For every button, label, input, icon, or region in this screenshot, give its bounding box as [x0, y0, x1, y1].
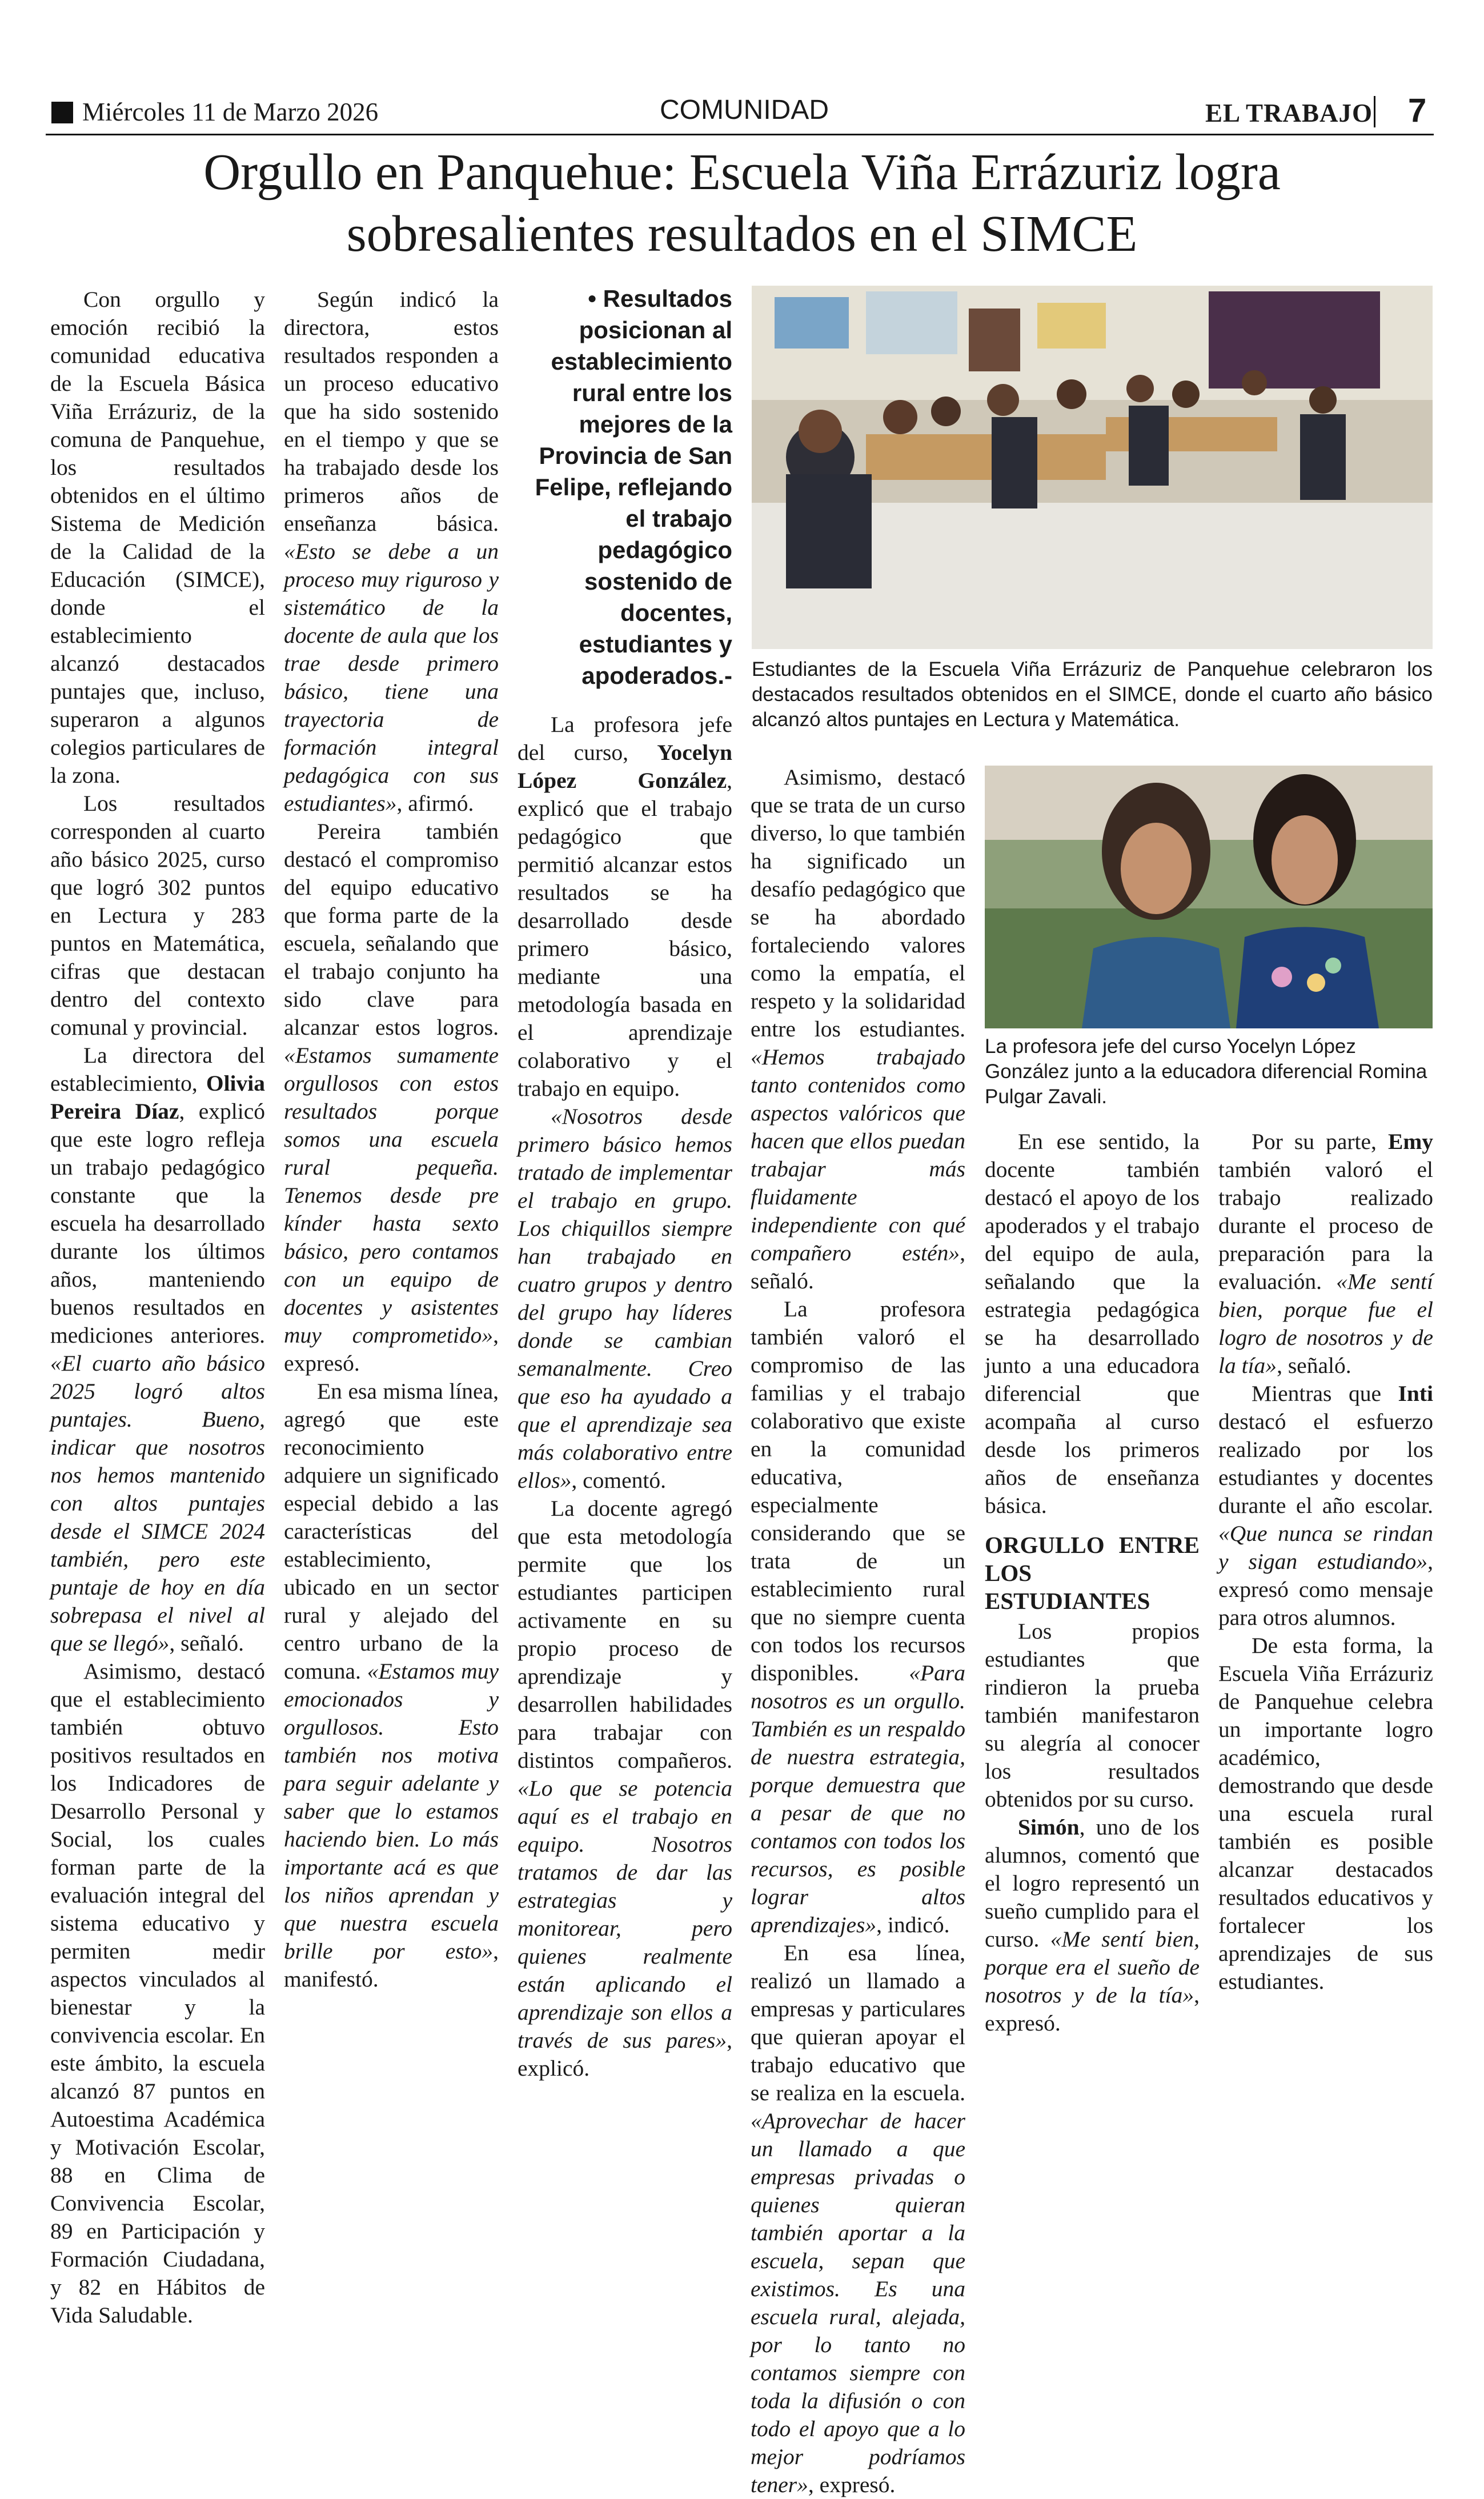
person-name: Emy	[1388, 1129, 1433, 1154]
header-newspaper-name: EL TRABAJO	[1205, 99, 1373, 127]
text-run: La directora del establecimiento,	[50, 1043, 265, 1096]
quote: «Nosotros desde primero básico hemos tratado de implementar el trabajo en grupo. Los chiquillos siempre han trabajado en cuatro grupos y dentro del grupo hay líderes donde se cambian semanalmente. Creo que eso ha ayudado a que el aprendizaje sea más colaborativo entre ellos»	[518, 1104, 732, 1493]
text-run: En esa línea, realizó un llamado a empresas y particulares que quieran apoyar el trabajo educativo que se realiza en la escuela.	[751, 1940, 965, 2105]
paragraph	[518, 1495, 732, 2082]
text-run: , expresó.	[284, 1323, 499, 1376]
paragraph	[1218, 1380, 1433, 1632]
paragraph	[751, 763, 965, 1295]
paragraph: Los propios estudiantes que rindieron la prueba también manifestaron su alegría al conocer los resultados obtenidos por su curso.	[985, 1619, 1200, 1812]
text-run: Según indicó la directora, estos resultados responden a un proceso educativo que ha sido sostenido en el tiempo y que se ha trabajado desde los primeros años de enseñanza básica.	[284, 287, 499, 536]
text-run: , afirmó.	[396, 791, 474, 816]
quote: «Aprovechar de hacer un llamado a que empresas privadas o quienes quieran también aportar a la escuela, sepan que existimos. Es una escuela rural, alejada, por lo tanto no contamos siempre con toda la difusión o con todo el apoyo que a lo mejor podríamos tener»	[751, 2108, 965, 2497]
text-run: destacó el esfuerzo realizado por los estudiantes y docentes durante el año escolar.	[1218, 1409, 1433, 1518]
person-name: Simón	[1018, 1815, 1080, 1840]
text-run: , manifestó.	[284, 1939, 499, 1992]
quote: «Que nunca se rindan y sigan estudiando»	[1218, 1521, 1433, 1574]
classroom-photo	[752, 286, 1433, 649]
paragraph	[985, 1813, 1200, 2037]
paragraph: Asimismo, destacó que el establecimiento también obtuvo positivos resultados en los Indicadores de Desarrollo Personal y Social, los cuales forman parte de la evaluación integral del sistema educativo y permiten medir aspectos vinculados al bienestar y la convivencia escolar. En este ámbito, la escuela alcanzó 87 puntos en Autoestima Académica y Motivación Escolar, 88 en Clima de Convivencia Escolar, 89 en Participación y Formación Ciudadana, y 82 en Hábitos de Vida Saludable.	[50, 1659, 265, 2328]
header-page-number: 7	[1408, 92, 1427, 129]
text-run: , expresó.	[808, 2472, 896, 2497]
paragraph	[284, 1377, 499, 1993]
text-run: Mientras que	[1252, 1381, 1398, 1406]
text-run: , explicó que el trabajo pedagógico que permitió alcanzar estos resultados se ha desarrollado desde primero básico, mediante una metodología basada en el aprendizaje colaborativo y el trabajo en equipo.	[518, 768, 732, 1101]
subtitle-deck: • Resultados posicionan al establecimiento rural entre los mejores de la Provincia de San Felipe, reflejando el trabajo pedagógico sostenido de docentes, estudiantes y apoderados.-	[535, 285, 732, 689]
quote: «Esto se debe a un proceso muy riguroso y sistemático de la docente de aula que los trae desde primero básico, tiene una trayectoria de formación integral pedagógica con sus estudiantes»	[284, 539, 499, 816]
text-run: La profesora jefe del curso,	[518, 712, 732, 765]
classroom-photo-caption: Estudiantes de la Escuela Viña Errázuriz de Panquehue celebraron los destacados resultados obtenidos en el SIMCE, donde el cuarto año básico alcanzó altos puntajes en Lectura y Matemática.	[752, 658, 1433, 731]
person-name: Yocelyn López González	[518, 740, 732, 793]
text-run: , indicó.	[876, 1912, 950, 1937]
headline-line-1: Orgullo en Panquehue: Escuela Viña Errázuriz logra	[203, 144, 1281, 201]
header-date: Miércoles 11 de Marzo 2026	[82, 98, 379, 126]
text-run: , señaló.	[751, 1240, 965, 1293]
text-run: , uno de los alumnos, comentó que el logro representó un sueño cumplido para el curso.	[985, 1815, 1200, 1952]
article-column-4-text	[751, 763, 965, 2497]
paragraph	[751, 1295, 965, 1939]
text-run: En esa misma línea, agregó que este reconocimiento adquiere un significado especial debido a las características del establecimiento, ubicado en un sector rural y alejado del centro urbano de la comuna.	[284, 1379, 499, 1684]
text-run: también valoró el trabajo realizado durante el proceso de preparación para la evaluación.	[1218, 1157, 1433, 1294]
person-name: Inti	[1398, 1381, 1433, 1406]
teachers-photo	[985, 766, 1433, 1028]
paragraph: Con orgullo y emoción recibió la comunidad educativa de la Escuela Básica Viña Errázuriz, de la comuna de Panquehue, los resultados obtenidos en el último Sistema de Medición de la Calidad de la Educación (SIMCE), donde el establecimiento alcanzó destacados puntajes que, incluso, superaron a algunos colegios particulares de la zona.	[50, 287, 265, 788]
quote: «Me sentí bien, porque era el sueño de nosotros y de la tía»	[985, 1927, 1200, 2008]
paragraph: De esta forma, la Escuela Viña Errázuriz de Panquehue celebra un importante logro académico, demostrando que desde una escuela rural también es posible alcanzar destacados resultados educativos y fortalecer los aprendizajes de sus estudiantes.	[1218, 1633, 1433, 1994]
text-run: , expresó.	[985, 1983, 1200, 2036]
text-run: La profesora también valoró el compromiso de las familias y el trabajo colaborativo que existe en la comunidad educativa, especialmente considerando que se trata de un establecimiento rural que no siempre cuenta con todos los recursos disponibles.	[751, 1296, 965, 1685]
subheading: ORGULLO ENTRE LOS ESTUDIANTES	[985, 1532, 1200, 1614]
headline	[57, 142, 1427, 265]
article-column-2-text	[284, 286, 499, 2040]
quote: «Para nosotros es un orgullo. También es un respaldo de nuestra estrategia, porque demuestra que a pesar de que no contamos con todos los recursos, es posible lograr altos aprendizajes»	[751, 1660, 965, 1937]
paragraph	[518, 1103, 732, 1495]
article-columns-5-6-text	[985, 1128, 1433, 2040]
person-name: Olivia Pereira Díaz	[50, 1071, 265, 1124]
classroom-photo-image	[752, 286, 1433, 649]
quote: «El cuarto año básico 2025 logró altos puntajes. Bueno, indicar que nosotros nos hemos mantenido con altos puntajes desde el SIMCE 2024 también, pero este puntaje de hoy en día sobrepasa el nivel al que se llegó»	[50, 1351, 265, 1656]
page-header	[46, 91, 1434, 137]
paragraph	[284, 286, 499, 818]
paragraph: En ese sentido, la docente también destacó el apoyo de los apoderados y el trabajo del equipo de aula, señalando que la estrategia pedagógica se ha desarrollado junto a una educadora diferencial que acompaña al curso desde los primeros años de enseñanza básica.	[985, 1129, 1200, 1518]
paragraph	[284, 818, 499, 1377]
quote: «Lo que se potencia aquí es el trabajo en equipo. Nosotros tratamos de dar las estrategias y monitorear, pero quienes realmente están aplicando el aprendizaje son ellos a través de sus pares»	[518, 1776, 732, 2053]
text-run: , explicó que este logro refleja un trabajo pedagógico constante que la escuela ha desarrollado durante los últimos años, manteniendo buenos resultados en mediciones anteriores.	[50, 1099, 265, 1348]
headline-line-2: sobresalientes resultados en el SIMCE	[346, 206, 1138, 262]
article-column-3-text	[518, 711, 732, 2081]
text-run: , comentó.	[571, 1468, 666, 1493]
paragraph	[751, 1939, 965, 2499]
article-column-1	[50, 286, 265, 2329]
paragraph	[50, 1042, 265, 1657]
quote: «Estamos muy emocionados y orgullosos. Esto también nos motiva para seguir adelante y saber que lo estamos haciendo bien. Lo más importante acá es que los niños aprendan y que nuestra escuela brille por esto»	[284, 1659, 499, 1964]
teachers-photo-caption: La profesora jefe del curso Yocelyn López González junto a la educadora diferencial Romina Pulgar Zavali.	[985, 1035, 1427, 1108]
quote: «Me sentí bien, porque fue el logro de nosotros y de la tía»	[1218, 1269, 1433, 1378]
quote: «Estamos sumamente orgullosos con estos resultados porque somos una escuela rural pequeña. Tenemos desde pre kínder hasta sexto básico, pero contamos con un equipo de docentes y asistentes muy comprometido»	[284, 1043, 499, 1348]
paragraph: Los resultados corresponden al cuarto año básico 2025, curso que logró 302 puntos en Lectura y 283 puntos en Matemática, cifras que destacan dentro del contexto comunal y provincial.	[50, 791, 265, 1040]
text-run: Asimismo, destacó que se trata de un curso diverso, lo que también ha significado un desafío pedagógico que se ha abordado fortaleciendo valores como la empatía, el respeto y la solidaridad entre los estudiantes.	[751, 764, 965, 1042]
text-run: Pereira también destacó el compromiso del equipo educativo que forma parte de la escuela, señalando que el trabajo conjunto ha sido clave para alcanzar estos logros.	[284, 819, 499, 1040]
text-run: , expresó como mensaje para otros alumnos.	[1218, 1549, 1433, 1630]
header-divider	[1374, 96, 1375, 127]
text-run: Por su parte,	[1252, 1129, 1388, 1154]
teachers-photo-image	[985, 766, 1433, 1028]
text-run: La docente agregó que esta metodología permite que los estudiantes participen activamente en su propio proceso de aprendizaje y desarrollen habilidades para trabajar con distintos compañeros.	[518, 1496, 732, 1773]
text-run: , señaló.	[1277, 1353, 1351, 1378]
text-run: , señaló.	[169, 1631, 244, 1656]
header-square-icon	[51, 102, 73, 123]
header-section: COMUNIDAD	[660, 95, 829, 125]
text-run: , explicó.	[518, 2028, 732, 2081]
paragraph	[518, 711, 732, 1103]
header-rule	[46, 134, 1434, 135]
quote: «Hemos trabajado tanto contenidos como aspectos valóricos que hacen que ellos puedan trabajar más fluidamente independiente con qué compañero estén»	[751, 1044, 965, 1265]
paragraph	[1218, 1128, 1433, 1380]
